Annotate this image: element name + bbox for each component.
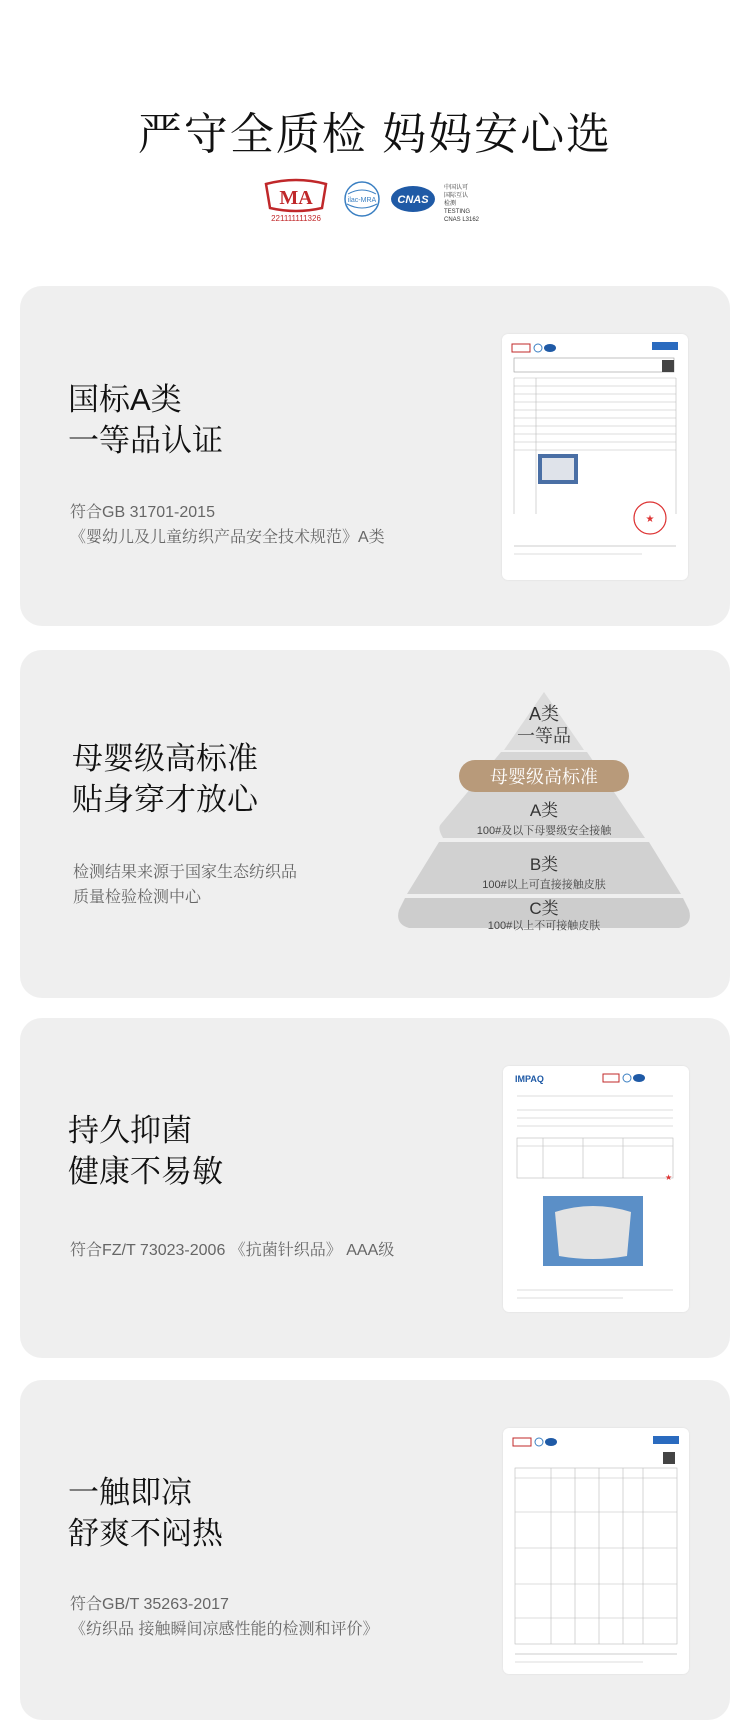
- cnas-accreditation-text: 中国认可 国际互认 检测 TESTING CNAS L3162: [444, 185, 480, 223]
- hero-title: 严守全质检 妈妈安心选: [137, 110, 613, 159]
- highlight-label: 母婴级高标准: [490, 767, 598, 787]
- tier-a-sub: 100#及以下母婴级安全接触: [476, 825, 612, 837]
- tier-a-label: A类: [529, 801, 559, 820]
- cooling-card: [20, 1380, 730, 1720]
- card-heading: 一触即凉 舒爽不闷热: [68, 1475, 223, 1551]
- card-description: 符合FZ/T 73023-2006 《抗菌针织品》 AAA级: [70, 1242, 395, 1259]
- top-tier-label: A类: [528, 704, 560, 724]
- cooling-report-icon: [503, 1428, 689, 1674]
- tier-b-sub: 100#以上可直接接触皮肤: [482, 879, 606, 891]
- cma-number: 221111111326: [271, 214, 321, 223]
- maternal-standard-card: [20, 650, 730, 998]
- svg-text:★: ★: [665, 1173, 673, 1182]
- certification-logos: [0, 178, 750, 228]
- antibacterial-report-icon: [503, 1066, 689, 1312]
- antibacterial-card: [20, 1018, 730, 1358]
- tier-c-label: C类: [529, 899, 559, 918]
- card-heading: 母婴级高标准 贴身穿才放心: [72, 741, 258, 817]
- card-heading: 持久抑菌 健康不易敏: [68, 1113, 223, 1189]
- national-standard-card: [20, 286, 730, 626]
- tier-c-sub: 100#以上不可接触皮肤: [487, 920, 601, 932]
- ilac-mra-logo-icon: [342, 180, 382, 218]
- cnas-logo-icon: [389, 184, 437, 214]
- cma-logo-icon: [262, 178, 330, 218]
- test-report-icon: [502, 334, 688, 580]
- cnas-logo-text: CNAS: [397, 194, 429, 206]
- cma-logo-text: MA: [279, 187, 313, 209]
- card-heading: 国标A类 一等品认证: [68, 382, 223, 458]
- tier-b-label: B类: [529, 855, 559, 874]
- ilac-logo-text: ilac-MRA: [347, 197, 377, 204]
- card-description: 符合GB/T 35263-2017 《纺织品 接触瞬间凉感性能的检测和评价》: [70, 1596, 379, 1638]
- svg-text:★: ★: [645, 514, 655, 525]
- card-description: 符合GB 31701-2015 《婴幼儿及儿童纺织产品安全技术规范》A类: [70, 504, 385, 546]
- svg-text:IMPAQ: IMPAQ: [515, 1074, 544, 1084]
- top-tier-sublabel: 一等品: [517, 726, 571, 746]
- quality-grade-pyramid: [389, 688, 699, 958]
- card-description: 检测结果来源于国家生态纺织品 质量检验检测中心: [73, 864, 298, 906]
